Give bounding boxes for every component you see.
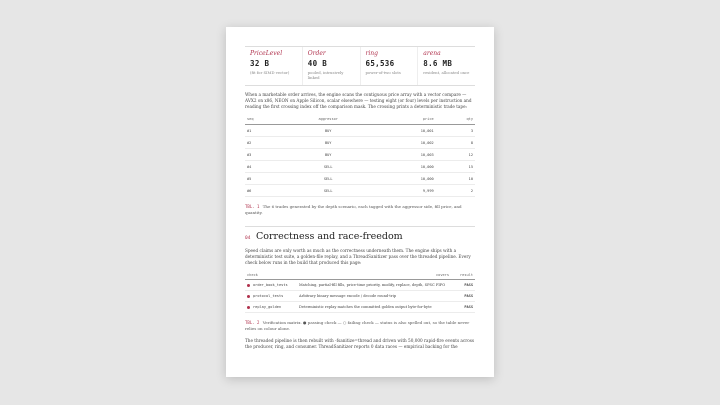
column-header-price: price — [372, 114, 436, 125]
covers-cell: Deterministic replay matches the committed golden output byte-for-byte — [297, 302, 451, 313]
table-row — [245, 173, 475, 185]
section-number: 04 — [245, 236, 251, 241]
pass-dot-icon — [247, 306, 250, 309]
qty-cell: 8 — [436, 137, 475, 149]
document-page — [226, 27, 494, 377]
price-cell: 10,000 — [372, 161, 436, 173]
column-header-result: result — [451, 270, 475, 280]
stat-note: pooled, intrusively linked — [307, 70, 344, 80]
table-row — [245, 302, 475, 313]
column-header-aggressor: aggressor — [284, 114, 372, 125]
stat-note: power-of-two slots — [365, 70, 401, 75]
stat-label: ring — [365, 50, 378, 57]
price-cell: 10,000 — [372, 173, 436, 185]
stat-value: 65,536 — [365, 59, 395, 68]
stat-value: 8.6 MB — [423, 59, 453, 68]
aggressor-cell: BUY — [284, 137, 372, 149]
caption-text: Verification matrix. ● passing check — ○ failing check — status is also spelled out, so the table never relies on colour alone. — [245, 320, 470, 331]
outro-paragraph: The threaded pipeline is then rebuilt with -fsanitize=thread and driven with 50,000 rapid-fire events across the producer, ring, and consumer. ThreadSanitizer reports 0 data races — empirical backing for the — [245, 338, 475, 349]
column-header-qty: qty — [436, 114, 475, 125]
stat-card-order — [302, 47, 360, 85]
aggressor-cell: BUY — [284, 149, 372, 161]
price-cell: 10,001 — [372, 125, 436, 137]
seq-cell: #5 — [245, 173, 284, 185]
table-row — [245, 125, 475, 137]
seq-cell: #2 — [245, 137, 284, 149]
stat-label: PriceLevel — [250, 50, 283, 57]
aggressor-cell: SELL — [284, 185, 372, 197]
aggressor-cell: BUY — [284, 125, 372, 137]
check-name: protocol_tests — [253, 294, 284, 298]
table-header-row — [245, 270, 475, 280]
price-cell: 10,002 — [372, 137, 436, 149]
aggressor-cell: SELL — [284, 161, 372, 173]
column-header-check: check — [245, 270, 297, 280]
seq-cell: #4 — [245, 161, 284, 173]
table-header-row — [245, 114, 475, 125]
price-cell: 9,999 — [372, 185, 436, 197]
caption-text: The 6 trades generated by the depth scenario, each tagged with the aggressor side, fill price, and quantity. — [245, 204, 462, 215]
column-header-seq: seq — [245, 114, 284, 125]
stat-value: 40 B — [307, 59, 328, 68]
stat-note: (fit for SIMD vector) — [250, 70, 290, 75]
table-row — [245, 185, 475, 197]
table-caption-2 — [245, 320, 475, 332]
stat-cards — [245, 46, 475, 86]
stat-card-ring — [360, 47, 418, 85]
pass-dot-icon — [247, 284, 250, 287]
section-title: Correctness and race-freedom — [256, 231, 403, 242]
qty-cell: 3 — [436, 125, 475, 137]
trade-tape-table — [245, 114, 475, 197]
page-content — [245, 46, 475, 350]
stat-card-arena — [417, 47, 475, 85]
table-row — [245, 137, 475, 149]
seq-cell: #6 — [245, 185, 284, 197]
check-name: order_book_tests — [253, 283, 288, 287]
check-name: replay_golden — [253, 305, 282, 309]
column-header-covers: covers — [297, 270, 451, 280]
section-heading — [245, 231, 475, 242]
verification-table — [245, 270, 475, 313]
pass-dot-icon — [247, 295, 250, 298]
qty-cell: 12 — [436, 149, 475, 161]
stat-value: 32 B — [250, 59, 270, 68]
price-cell: 10,003 — [372, 149, 436, 161]
seq-cell: #3 — [245, 149, 284, 161]
qty-cell: 10 — [436, 173, 475, 185]
table-caption-1 — [245, 204, 475, 216]
covers-cell: Arbitrary binary message encode / decode round-trip — [297, 291, 451, 302]
stat-label: Order — [307, 50, 326, 57]
table-row — [245, 149, 475, 161]
table-row — [245, 161, 475, 173]
caption-tag: TBL. 1 — [245, 204, 260, 209]
qty-cell: 15 — [436, 161, 475, 173]
covers-cell: Matching, partial-fill fills, price-time priority, modify, replace, depth, SPSC FIFO — [297, 280, 451, 291]
stat-card-pricelevel — [245, 47, 302, 85]
section-divider — [245, 226, 475, 227]
intro-paragraph: When a marketable order arrives, the engine scans the contiguous price array with a vector compare — AVX2 on x86, NEON on Apple Silicon, scalar elsewhere — testing eight (or four) levels per instruction and reading the first crossing index off the comparison mask. The crossing prints a deterministic trade tape: — [245, 92, 472, 109]
table-row — [245, 280, 475, 291]
table-row — [245, 291, 475, 302]
stat-label: arena — [423, 50, 441, 57]
aggressor-cell: SELL — [284, 173, 372, 185]
result-cell: PASS — [451, 280, 475, 291]
section-intro-paragraph: Speed claims are only worth as much as the correctness underneath them. The engine ships with a deterministic test suite, a golden-file replay, and a ThreadSanitizer pass over the threaded pipeline. Every check below runs in the build that produced this page: — [245, 248, 471, 265]
caption-tag: TBL. 2 — [245, 320, 260, 325]
qty-cell: 2 — [436, 185, 475, 197]
stat-note: resident, allocated once — [423, 70, 470, 75]
result-cell: PASS — [451, 302, 475, 313]
result-cell: PASS — [451, 291, 475, 302]
seq-cell: #1 — [245, 125, 284, 137]
